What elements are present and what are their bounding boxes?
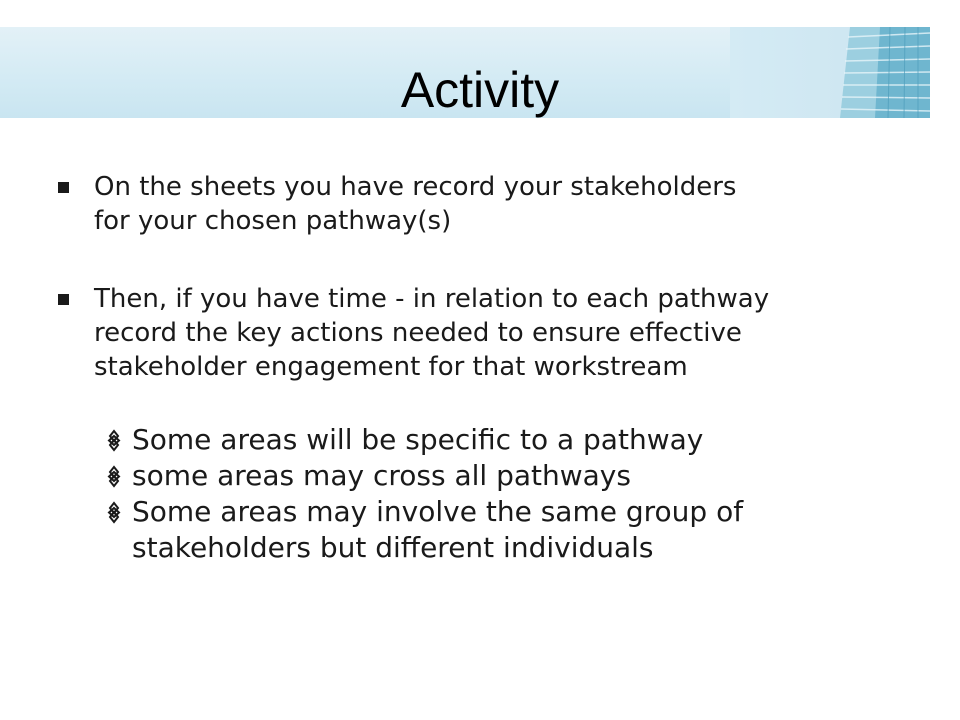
bullet-text: Then, if you have time - in relation to each pathway record the key actions needed to ensure effective stakeholder engagement for that workstream (94, 284, 770, 382)
sub-bullet-item (102, 458, 928, 494)
sub-bullet-list (102, 422, 928, 566)
slide-content (58, 170, 928, 566)
sub-bullet-text: Some areas will be specific to a pathway (132, 423, 704, 456)
square-bullet-icon (58, 294, 69, 305)
diamond-bullet-icon (102, 422, 126, 458)
diamond-bullet-icon (102, 458, 126, 494)
bullet-item (58, 282, 928, 384)
diamond-bullet-icon (102, 494, 126, 530)
sub-bullet-text: Some areas may involve the same group of stakeholders but different individuals (132, 495, 744, 564)
sub-bullet-item (102, 422, 928, 458)
sub-bullet-text: some areas may cross all pathways (132, 459, 631, 492)
sub-bullet-item (102, 494, 928, 566)
slide-title: Activity (400, 62, 560, 118)
bullet-text: On the sheets you have record your stakeholders for your chosen pathway(s) (94, 172, 737, 236)
square-bullet-icon (58, 182, 69, 193)
bullet-item (58, 170, 928, 238)
